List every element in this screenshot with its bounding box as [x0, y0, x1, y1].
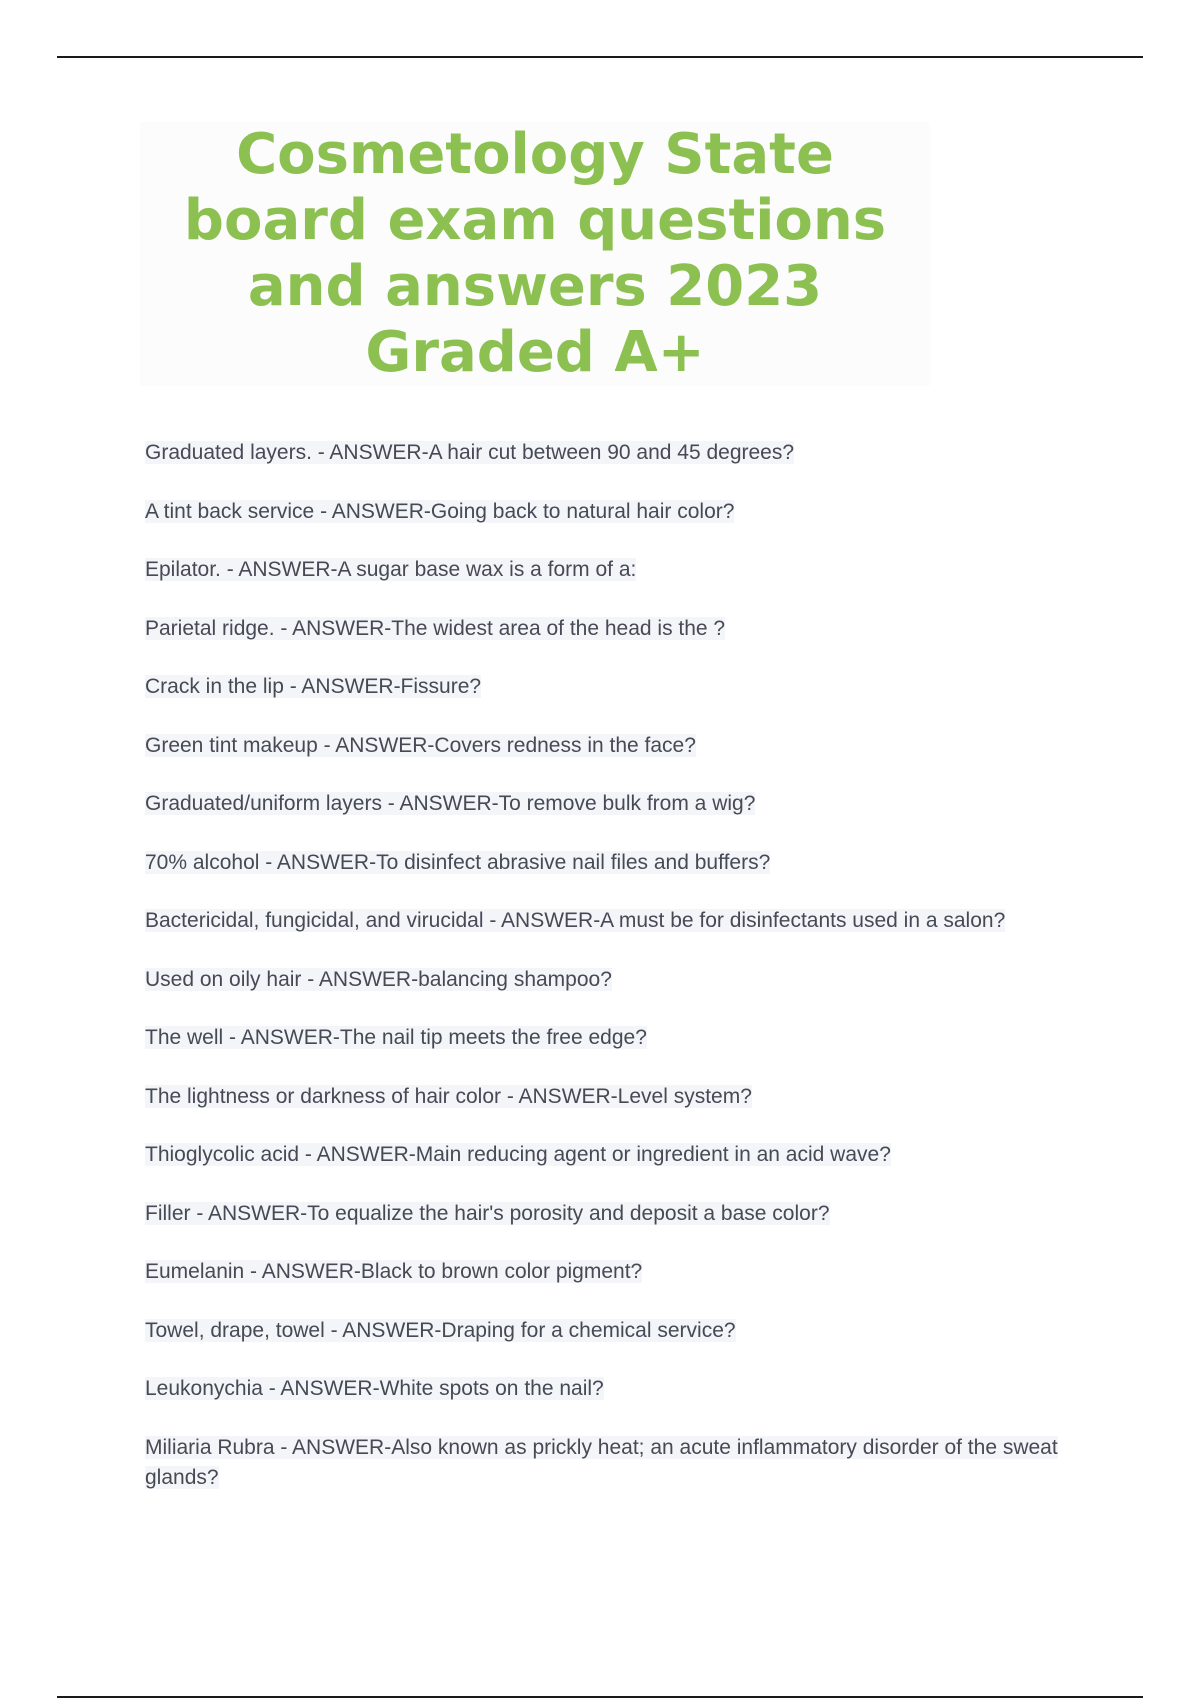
qa-item-text: Towel, drape, towel - ANSWER-Draping for a chemical service? — [145, 1318, 736, 1342]
qa-item-text: Crack in the lip - ANSWER-Fissure? — [145, 675, 482, 698]
qa-item-text: Used on oily hair - ANSWER-balancing shampoo? — [145, 967, 612, 991]
qa-item — [145, 965, 1075, 1024]
qa-item — [145, 1082, 1075, 1141]
qa-item — [145, 614, 1075, 673]
qa-item — [145, 672, 1075, 731]
qa-item — [145, 789, 1075, 848]
qa-item-text: The well - ANSWER-The nail tip meets the free edge? — [145, 1026, 647, 1049]
qa-item — [145, 1199, 1075, 1258]
qa-item — [145, 848, 1075, 907]
bottom-rule — [57, 1696, 1143, 1698]
qa-item-text: 70% alcohol - ANSWER-To disinfect abrasive nail files and buffers? — [145, 850, 771, 874]
qa-item — [145, 1140, 1075, 1199]
qa-item-text: Miliaria Rubra - ANSWER-Also known as prickly heat; an acute inflammatory disorder of the sweat glands? — [145, 1435, 1058, 1489]
qa-item-text: Green tint makeup - ANSWER-Covers redness in the face? — [145, 733, 696, 757]
qa-item — [145, 438, 1075, 497]
qa-item-text: Graduated/uniform layers - ANSWER-To remove bulk from a wig? — [145, 792, 756, 815]
document-title: Cosmetology State board exam questions and answers 2023 Graded A+ — [140, 122, 930, 386]
qa-item — [145, 906, 1075, 965]
qa-item — [145, 1023, 1075, 1082]
qa-item-text: Filler - ANSWER-To equalize the hair's porosity and deposit a base color? — [145, 1201, 830, 1225]
qa-item-text: Bactericidal, fungicidal, and virucidal - ANSWER-A must be for disinfectants used in a salon? — [145, 909, 1006, 932]
qa-item — [145, 1374, 1075, 1433]
qa-item-text: Thioglycolic acid - ANSWER-Main reducing agent or ingredient in an acid wave? — [145, 1143, 891, 1166]
qa-item — [145, 731, 1075, 790]
qa-item-text: A tint back service - ANSWER-Going back to natural hair color? — [145, 499, 735, 523]
top-rule — [57, 56, 1143, 58]
qa-item-text: Parietal ridge. - ANSWER-The widest area of the head is the ? — [145, 616, 726, 640]
qa-item-text: Eumelanin - ANSWER-Black to brown color pigment? — [145, 1260, 643, 1283]
qa-list — [145, 438, 1075, 1493]
qa-item — [145, 1316, 1075, 1375]
qa-item-text: Epilator. - ANSWER-A sugar base wax is a form of a: — [145, 558, 637, 581]
qa-item — [145, 497, 1075, 556]
qa-item-text: Graduated layers. - ANSWER-A hair cut between 90 and 45 degrees? — [145, 441, 795, 464]
qa-item-text: Leukonychia - ANSWER-White spots on the nail? — [145, 1377, 604, 1400]
qa-item — [145, 1257, 1075, 1316]
qa-item — [145, 555, 1075, 614]
qa-item — [145, 1433, 1075, 1493]
qa-item-text: The lightness or darkness of hair color - ANSWER-Level system? — [145, 1084, 752, 1108]
